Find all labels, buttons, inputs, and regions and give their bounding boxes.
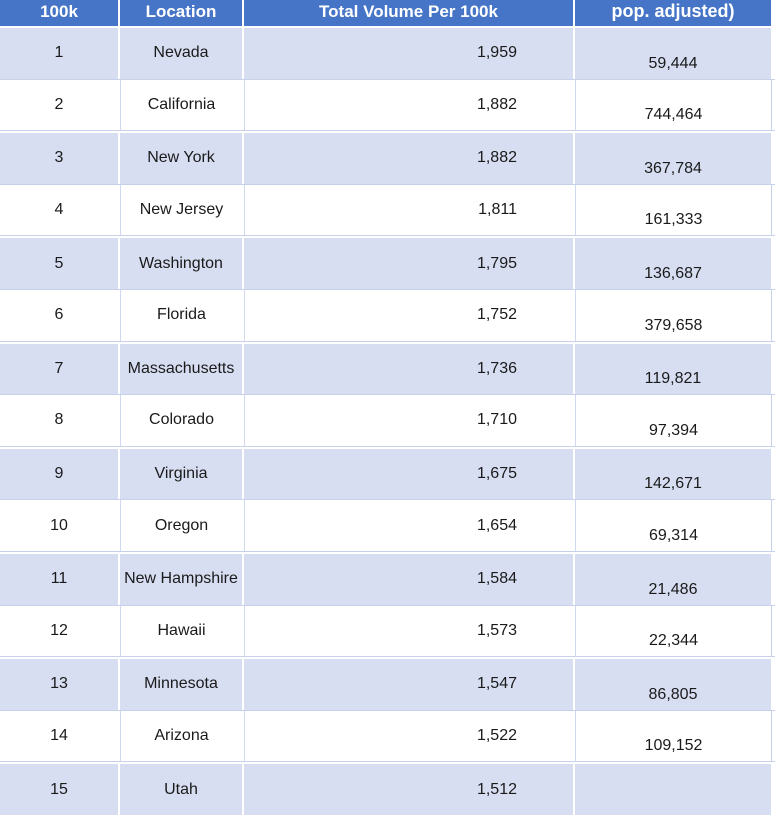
adjusted-cell: 119,821	[575, 344, 771, 395]
volume-cell: 1,882	[244, 80, 573, 131]
rank-cell: 7	[0, 344, 118, 395]
location-cell: New Jersey	[120, 185, 242, 236]
header-location: Location	[120, 0, 242, 26]
rank-cell: 12	[0, 606, 118, 657]
table-body	[0, 26, 775, 815]
header-rank: 100k	[0, 0, 118, 26]
adjusted-cell: 69,314	[575, 500, 771, 551]
rank-cell: 11	[0, 554, 118, 605]
rank-cell: 2	[0, 80, 118, 131]
table-row	[0, 499, 775, 552]
adjusted-cell: 86,805	[575, 659, 771, 710]
location-cell: Arizona	[120, 711, 242, 762]
location-cell: Massachusetts	[120, 344, 242, 395]
location-cell: Minnesota	[120, 659, 242, 710]
rank-cell: 1	[0, 28, 118, 79]
rank-cell: 8	[0, 395, 118, 446]
rank-cell: 14	[0, 711, 118, 762]
volume-cell: 1,736	[244, 344, 573, 395]
volume-cell: 1,654	[244, 500, 573, 551]
adjusted-cell: 379,658	[575, 290, 771, 341]
volume-cell: 1,522	[244, 711, 573, 762]
volume-cell: 1,547	[244, 659, 573, 710]
location-cell: Florida	[120, 290, 242, 341]
table-row	[0, 236, 775, 289]
location-cell: Utah	[120, 764, 242, 815]
adjusted-cell: 142,671	[575, 449, 771, 500]
adjusted-cell: 136,687	[575, 238, 771, 289]
volume-cell: 1,675	[244, 449, 573, 500]
location-cell: New York	[120, 133, 242, 184]
adjusted-cell: 367,784	[575, 133, 771, 184]
adjusted-cell: 22,344	[575, 606, 771, 657]
row-edge-line	[771, 711, 772, 762]
location-cell: Virginia	[120, 449, 242, 500]
volume-cell: 1,512	[244, 764, 573, 815]
location-cell: Hawaii	[120, 606, 242, 657]
table-row	[0, 26, 775, 79]
table-row	[0, 394, 775, 447]
row-edge-line	[771, 500, 772, 551]
volume-cell: 1,573	[244, 606, 573, 657]
adjusted-cell: 161,333	[575, 185, 771, 236]
header-adjusted: pop. adjusted)	[575, 0, 771, 26]
location-cell: New Hampshire	[120, 554, 242, 605]
table-row	[0, 605, 775, 658]
rank-cell: 5	[0, 238, 118, 289]
location-cell: California	[120, 80, 242, 131]
table-row	[0, 710, 775, 763]
table-row	[0, 184, 775, 237]
row-edge-line	[771, 606, 772, 657]
rank-cell: 3	[0, 133, 118, 184]
row-edge-line	[771, 395, 772, 446]
location-cell: Oregon	[120, 500, 242, 551]
volume-cell: 1,752	[244, 290, 573, 341]
table-row	[0, 552, 775, 605]
rank-cell: 4	[0, 185, 118, 236]
rank-cell: 15	[0, 764, 118, 815]
adjusted-cell: 109,152	[575, 711, 771, 762]
location-cell: Colorado	[120, 395, 242, 446]
adjusted-cell: 744,464	[575, 80, 771, 131]
rank-cell: 10	[0, 500, 118, 551]
volume-cell: 1,959	[244, 28, 573, 79]
rank-cell: 13	[0, 659, 118, 710]
volume-cell: 1,584	[244, 554, 573, 605]
volume-cell: 1,811	[244, 185, 573, 236]
table-row	[0, 657, 775, 710]
table-row	[0, 79, 775, 132]
table-row	[0, 447, 775, 500]
rank-cell: 6	[0, 290, 118, 341]
table-header-row	[0, 0, 775, 26]
row-edge-line	[771, 290, 772, 341]
rank-cell: 9	[0, 449, 118, 500]
table-row	[0, 131, 775, 184]
volume-cell: 1,795	[244, 238, 573, 289]
adjusted-cell: 59,444	[575, 28, 771, 79]
location-cell: Washington	[120, 238, 242, 289]
table-row	[0, 289, 775, 342]
adjusted-cell: 97,394	[575, 395, 771, 446]
volume-cell: 1,710	[244, 395, 573, 446]
header-volume: Total Volume Per 100k	[244, 0, 573, 26]
location-cell: Nevada	[120, 28, 242, 79]
table-row	[0, 762, 775, 815]
volume-cell: 1,882	[244, 133, 573, 184]
adjusted-cell: 21,486	[575, 554, 771, 605]
row-edge-line	[771, 185, 772, 236]
row-edge-line	[771, 80, 772, 131]
table-row	[0, 342, 775, 395]
